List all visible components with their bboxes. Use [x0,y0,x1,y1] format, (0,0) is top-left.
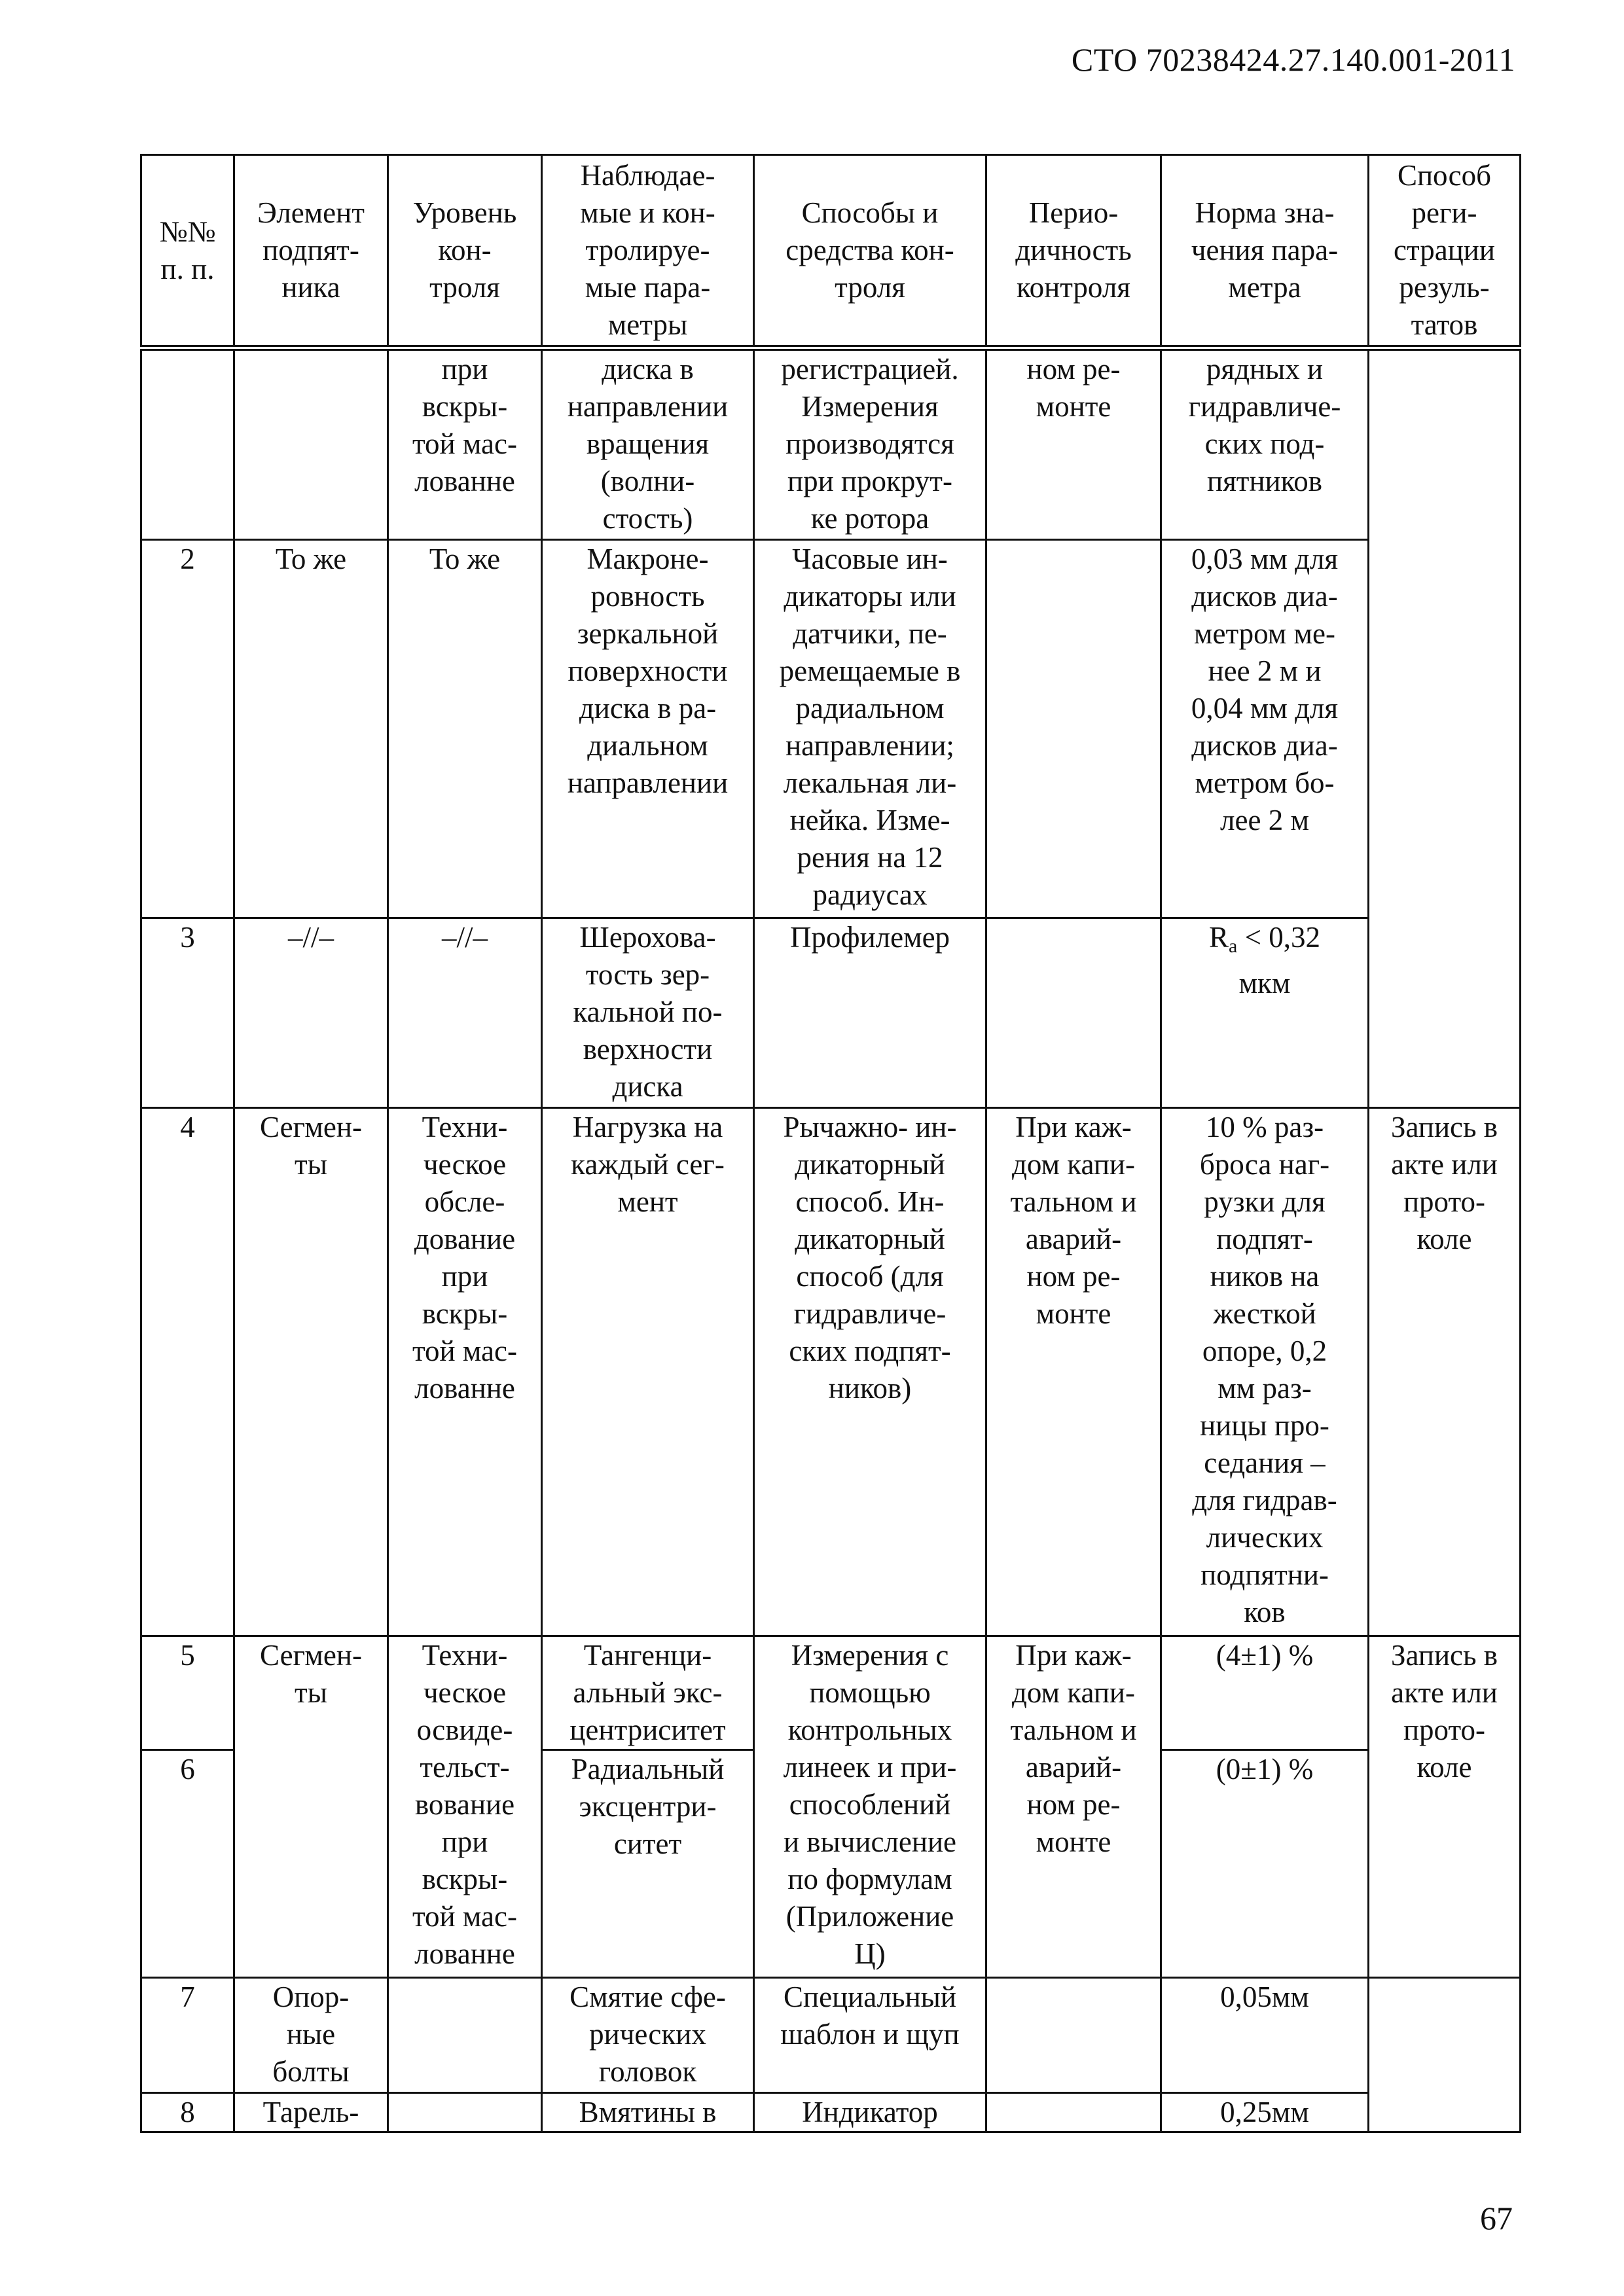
cell-text-line: монте [1036,1825,1111,1858]
cell-text-line: линеек и при- [783,1751,957,1784]
cell-level [388,1978,542,2093]
cell-text-line: зеркальной [577,617,719,650]
cell-text-line: метра [1228,271,1301,304]
cell-text-line: Техни- [422,1111,508,1143]
cell-text-line: нейка. Изме- [789,804,950,836]
cell-registration [1369,1636,1521,1978]
cell-text-line: лее 2 м [1220,804,1309,836]
cell-text-line: подпят- [1216,1223,1313,1255]
cell-parameter [542,348,754,540]
cell-text-line: способ (для [796,1260,944,1293]
cell-text-line: Техни- [422,1639,508,1672]
cell-periodicity [986,1978,1161,2093]
cell-text-line: ты [295,1148,327,1181]
cell-text-line: контроля [1017,271,1130,304]
cell-level [388,348,542,540]
header-methods [754,155,986,348]
cell-text-line: троля [835,271,905,304]
cell-text-line: верхности [583,1033,713,1066]
cell-text-line: при [441,353,488,386]
cell-text-line: Уровень [412,196,517,229]
table-row [141,2093,1521,2132]
cell-text-line: тость зер- [585,958,710,991]
cell-text-line: дом капи- [1012,1676,1135,1709]
cell-text-line: татов [1411,308,1478,341]
cell-norm [1161,348,1369,540]
cell-text-line: Элемент [257,196,365,229]
cell-text-line: дичность [1015,234,1132,266]
cell-registration [1369,1108,1521,1636]
cell-text-line: кон- [438,234,492,266]
cell-text-line: мм раз- [1218,1372,1312,1405]
cell-text-line: ном ре- [1026,353,1121,386]
cell-text-line: и вычисление [783,1825,957,1858]
header-level [388,155,542,348]
cell-text-line: 0,25мм [1220,2096,1309,2128]
cell-text-line: Измерения с [791,1639,949,1672]
cell-text-line: Макроне- [586,543,709,575]
cell-norm [1161,918,1369,1108]
cell-text-line: чения пара- [1191,234,1339,266]
cell-number: 2 [141,540,234,918]
cell-text-line: п. п. [160,252,215,285]
document-code: СТО 70238424.27.140.001-2011 [1071,41,1515,78]
cell-text-line: гидравличе- [1188,390,1341,423]
cell-text-line: ских подпят- [789,1335,951,1367]
cell-norm [1161,2093,1369,2132]
control-table [140,154,1521,2133]
cell-text-line: Запись в [1390,1111,1498,1143]
cell-norm [1161,540,1369,918]
cell-text-line: дом капи- [1012,1148,1135,1181]
cell-text-line: (4±1) % [1216,1639,1314,1672]
cell-text-line: вращения [586,427,710,460]
cell-text-line: ников) [828,1372,912,1405]
header-periodicity [986,155,1161,348]
cell-text-line: кальной по- [573,996,723,1028]
cell-parameter [542,1750,754,1978]
cell-text-line: той мас- [412,1335,517,1367]
cell-text-line: Специальный [784,1981,956,2013]
cell-text-line: стость) [602,502,693,535]
cell-text-line: седания – [1204,1446,1326,1479]
cell-norm [1161,1636,1369,1750]
cell-norm [1161,1750,1369,1978]
cell-level [388,1108,542,1636]
cell-level [388,918,542,1108]
cell-text-line: той мас- [412,427,517,460]
cell-text-line: метром бо- [1195,766,1335,799]
roughness-norm: $R_a < 0,32$ [1209,921,1320,957]
cell-text-line: Тарель- [262,2096,359,2128]
cell-text-line: Шерохова- [579,921,716,954]
cell-text-line: шаблон и щуп [780,2018,960,2051]
cell-text-line: 0,04 мм для [1191,692,1339,725]
cell-text-line: диальном [587,729,708,762]
cell-text-line: Опор- [272,1981,350,2013]
cell-element [234,348,388,540]
cell-norm [1161,1108,1369,1636]
cell-text-line: аварий- [1025,1751,1122,1784]
cell-periodicity [986,1108,1161,1636]
cell-text-line: альный экс- [573,1676,723,1709]
cell-text-line: Перио- [1028,196,1119,229]
cell-text-line: (волни- [600,465,695,497]
cell-number: 5 [141,1636,234,1750]
cell-element [234,918,388,1108]
cell-periodicity [986,918,1161,1108]
header-element [234,155,388,348]
cell-text-line: №№ [159,215,216,248]
cell-text-line: поверхности [568,655,728,687]
cell-text-line: производятся [785,427,954,460]
cell-text-line: ты [295,1676,327,1709]
cell-text-line: при прокрут- [787,465,952,497]
cell-text-line: опоре, 0,2 [1202,1335,1327,1367]
cell-text-line: дикаторный [795,1148,945,1181]
cell-text-line: лических [1206,1521,1324,1554]
cell-text-line: Профилемер [789,921,950,954]
cell-registration [1369,348,1521,1108]
cell-text-line: эксцентри- [579,1790,717,1823]
table-row [141,918,1521,1108]
cell-text-line: ков [1244,1596,1286,1628]
cell-text-line: коле [1416,1223,1472,1255]
cell-method [754,1978,986,2093]
cell-text-line: акте или [1391,1148,1498,1181]
cell-text-line: Измерения [801,390,939,423]
cell-parameter [542,540,754,918]
cell-text-line: регистрацией. [781,353,959,386]
cell-text-line: ческое [423,1676,507,1709]
cell-text-line: 10 % раз- [1205,1111,1324,1143]
cell-text-line: способ. Ин- [795,1185,945,1218]
cell-text-line: лекальная ли- [783,766,957,799]
cell-text-line: радиусах [812,878,928,911]
cell-text-line: Рычажно- ин- [783,1111,957,1143]
cell-number [141,348,234,540]
cell-text-line: ницы про- [1200,1409,1329,1442]
cell-text-line: болты [272,2055,350,2088]
cell-text-line: средства кон- [785,234,954,266]
cell-text-line: вскры- [422,1863,508,1895]
cell-text-line: дование [414,1223,516,1255]
cell-text-line: акте или [1391,1676,1498,1709]
cell-level [388,1636,542,1978]
cell-element [234,1108,388,1636]
cell-method [754,1108,986,1636]
cell-text-line: монте [1036,1297,1111,1330]
cell-text-line: троля [429,271,500,304]
cell-method [754,1636,986,1978]
cell-method [754,348,986,540]
cell-text-line: диска [612,1070,683,1103]
cell-text-line: тролируе- [585,234,710,266]
cell-text-line: метры [607,308,688,341]
cell-text-line: дисков диа- [1191,580,1338,613]
cell-element [234,1978,388,2093]
cell-method [754,2093,986,2132]
cell-text-line: Запись в [1390,1639,1498,1672]
roughness-unit: мкм [1238,967,1291,999]
cell-text-line: метром ме- [1194,617,1335,650]
cell-number: 3 [141,918,234,1108]
cell-text-line: прото- [1403,1713,1486,1746]
cell-text-line: подпятни- [1200,1558,1329,1591]
cell-text-line: способлений [789,1788,951,1821]
cell-number: 6 [141,1750,234,1978]
cell-text-line: диска в ра- [579,692,717,725]
cell-text-line: (Приложение [785,1900,954,1933]
header-row [141,155,1521,348]
cell-text-line: ситет [613,1827,682,1860]
cell-text-line: радиальном [795,692,945,725]
cell-element [234,2093,388,2132]
cell-text-line: лованне [414,1937,515,1970]
cell-text-line: При каж- [1015,1111,1132,1143]
cell-norm [1161,1978,1369,2093]
cell-text-line: ке ротора [810,502,929,535]
cell-text-line: ремещаемые в [779,655,961,687]
cell-text-line: направлении; [785,729,954,762]
cell-text-line: той мас- [412,1900,517,1933]
cell-text-line: ном ре- [1026,1788,1121,1821]
cell-text-line: мые пара- [585,271,711,304]
cell-text-line: нее 2 м и [1208,655,1322,687]
cell-text-line: ских под- [1204,427,1325,460]
cell-text-line: ника [281,271,340,304]
cell-level [388,2093,542,2132]
cell-text-line: вскры- [422,1297,508,1330]
cell-text-line: Смятие сфе- [569,1981,726,2013]
cell-text-line: Сегмен- [260,1639,362,1672]
cell-text-line: мые и кон- [580,196,715,229]
cell-text-line: вование [414,1788,515,1821]
cell-text-line: рузки для [1204,1185,1326,1218]
cell-text-line: при [441,1260,488,1293]
cell-text-line: ном ре- [1026,1260,1121,1293]
cell-registration [1369,1978,1521,2132]
cell-text-line: Ц) [854,1937,886,1970]
cell-parameter [542,1108,754,1636]
table-row [141,1978,1521,2093]
cell-parameter [542,1636,754,1750]
cell-method [754,918,986,1108]
cell-text-line: При каж- [1015,1639,1132,1672]
table-row [141,540,1521,918]
cell-text-line: обсле- [424,1185,505,1218]
cell-text-line: для гидрав- [1192,1484,1337,1516]
cell-text-line: Радиальный [571,1753,725,1785]
cell-text-line: прото- [1403,1185,1486,1218]
cell-text-line: ровность [590,580,705,613]
cell-number: 7 [141,1978,234,2093]
cell-text-line: Вмятины в [579,2096,717,2128]
cell-text-line: лованне [414,465,515,497]
cell-parameter [542,2093,754,2132]
cell-method [754,540,986,918]
cell-number: 8 [141,2093,234,2132]
cell-text-line: ческое [423,1148,507,1181]
cell-periodicity [986,348,1161,540]
cell-level [388,540,542,918]
cell-text-line: Норма зна- [1195,196,1335,229]
cell-periodicity [986,2093,1161,2132]
cell-text-line: 0,05мм [1220,1981,1309,2013]
header-parameters [542,155,754,348]
cell-text-line: жесткой [1213,1297,1316,1330]
cell-text-line: дисков диа- [1191,729,1338,762]
cell-text-line: пятников [1207,465,1322,497]
cell-text-line: вскры- [422,390,508,423]
cell-text-line: диска в [602,353,694,386]
cell-text-line: реги- [1411,196,1477,229]
cell-text-line: (0±1) % [1216,1753,1314,1785]
cell-number: 4 [141,1108,234,1636]
header-norm [1161,155,1369,348]
cell-periodicity [986,540,1161,918]
cell-text-line: коле [1416,1751,1472,1784]
cell-text-line: лованне [414,1372,515,1405]
cell-text-line: Способы и [801,196,939,229]
cell-text-line: каждый сег- [571,1148,725,1181]
cell-text-line: дикаторный [795,1223,945,1255]
cell-text-line: резуль- [1399,271,1490,304]
cell-text-line: дикаторы или [784,580,956,613]
cell-text-line: аварий- [1025,1223,1122,1255]
cell-text-line: То же [275,543,347,575]
page-number: 67 [1480,2200,1513,2236]
cell-element [234,540,388,918]
table-row [141,348,1521,540]
cell-text-line: Сегмен- [260,1111,362,1143]
cell-text-line: монте [1036,390,1111,423]
cell-text-line: рических [589,2018,706,2051]
cell-text-line: датчики, пе- [793,617,947,650]
table-row [141,1636,1521,1750]
cell-text-line: направлении [567,390,729,423]
cell-text-line: 0,03 мм для [1191,543,1339,575]
cell-text-line: по формулам [787,1863,952,1895]
cell-text-line: страции [1394,234,1495,266]
cell-text-line: направлении [567,766,729,799]
cell-text-line: помощью [809,1676,931,1709]
cell-text-line: –//– [287,921,334,954]
cell-periodicity [986,1636,1161,1978]
cell-text-line: То же [429,543,501,575]
cell-text-line: Тангенци- [583,1639,712,1672]
cell-text-line: тальном и [1010,1185,1137,1218]
table-row [141,1108,1521,1636]
cell-text-line: рения на 12 [797,841,943,874]
cell-text-line: Способ [1397,159,1492,192]
cell-text-line: при [441,1825,488,1858]
cell-text-line: тельст- [420,1751,510,1784]
cell-text-line: тальном и [1010,1713,1137,1746]
cell-element [234,1636,388,1978]
cell-text-line: мент [617,1185,678,1218]
cell-text-line: гидравличе- [793,1297,947,1330]
cell-text-line: ников на [1210,1260,1320,1293]
cell-text-line: Часовые ин- [792,543,948,575]
cell-text-line: Наблюдае- [580,159,715,192]
cell-text-line: Нагрузка на [572,1111,723,1143]
cell-text-line: ные [286,2018,336,2051]
cell-text-line: контрольных [787,1713,952,1746]
cell-text-line: центриситет [569,1713,726,1746]
cell-text-line: головок [598,2055,697,2088]
cell-text-line: Индикатор [802,2096,938,2128]
cell-text-line: –//– [441,921,488,954]
header-number [141,155,234,348]
header-registration [1369,155,1521,348]
cell-text-line: броса наг- [1199,1148,1330,1181]
cell-text-line: рядных и [1206,353,1324,386]
cell-parameter [542,918,754,1108]
cell-text-line: освиде- [416,1713,513,1746]
cell-text-line: подпят- [262,234,359,266]
cell-parameter [542,1978,754,2093]
